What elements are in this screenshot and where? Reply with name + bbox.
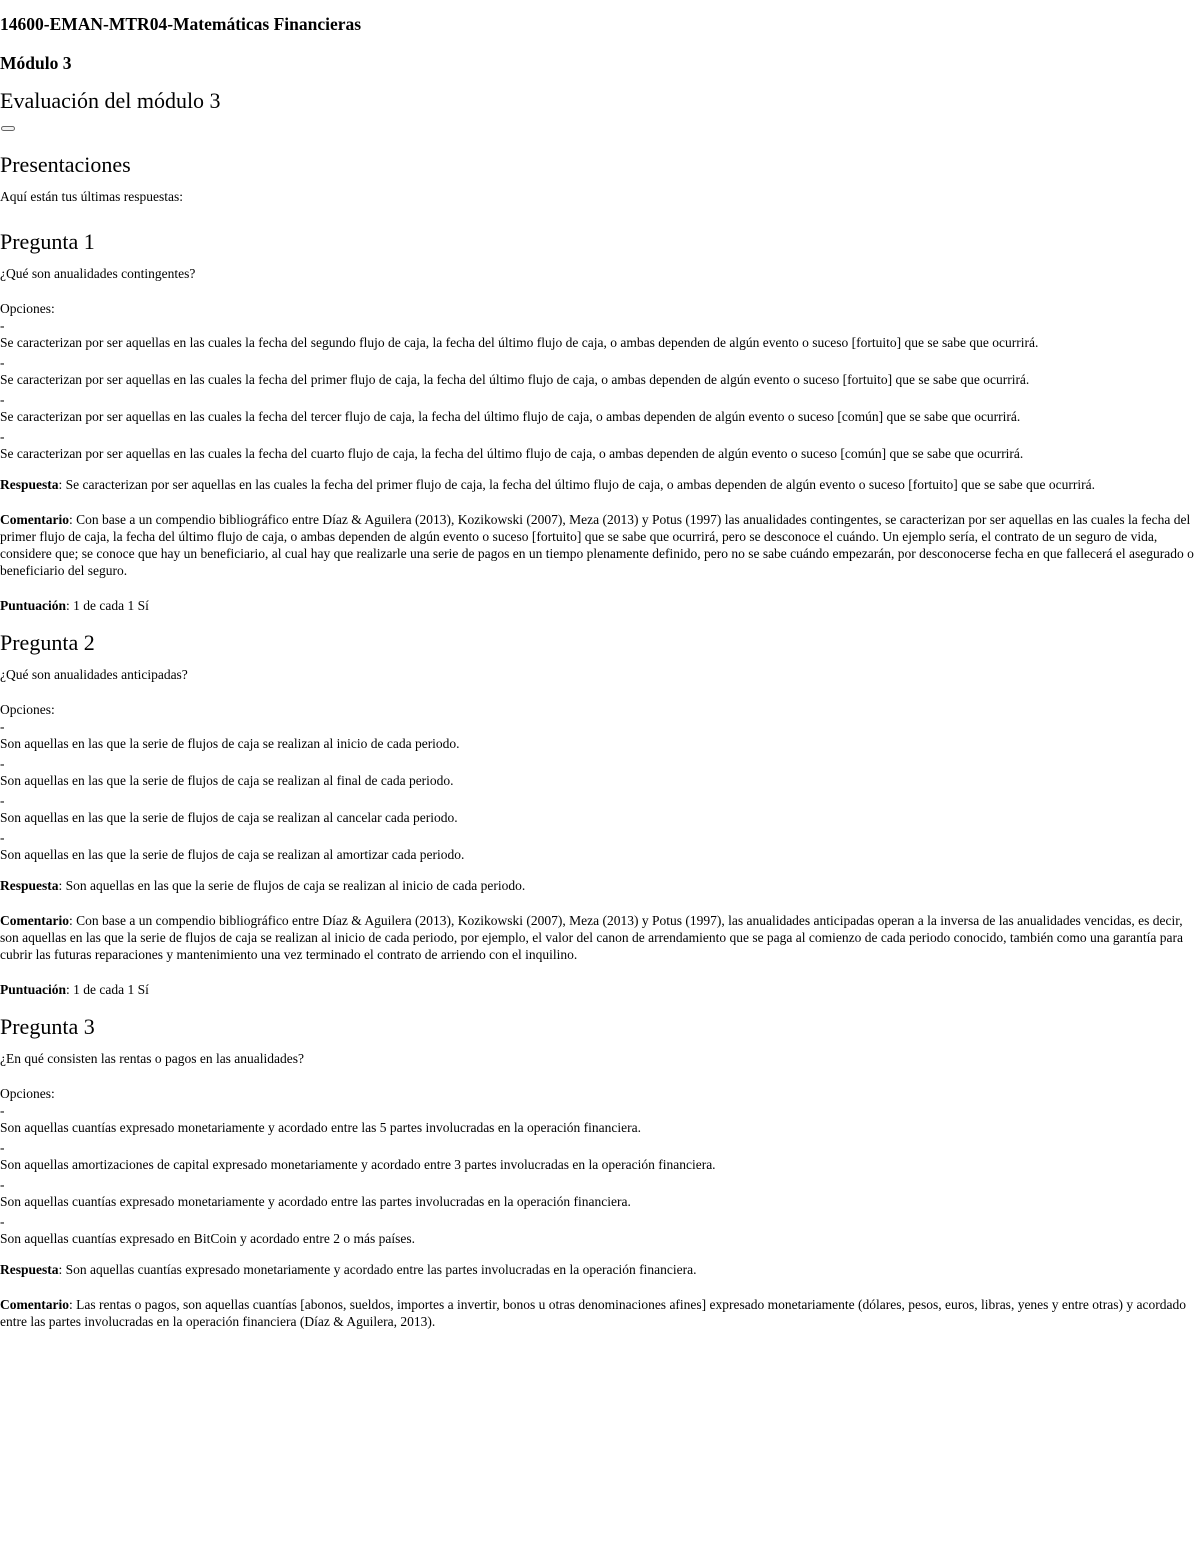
- comment: [0, 511, 1196, 579]
- section-title: Presentaciones: [0, 152, 131, 177]
- option-dash: -: [0, 1177, 5, 1192]
- option-dash: -: [0, 1214, 5, 1229]
- option-item: [0, 755, 1196, 789]
- score-text: : 1 de cada 1 Sí: [66, 982, 149, 997]
- comment-label: Comentario: [0, 512, 69, 527]
- question-title: Pregunta 2: [0, 630, 95, 655]
- option-dash: -: [0, 318, 5, 333]
- options-label: Opciones:: [0, 1086, 55, 1101]
- option-dash: -: [0, 1140, 5, 1155]
- answer-text: : Se caracterizan por ser aquellas en las cuales la fecha del primer flujo de caja, la fecha del último flujo de caja, o ambas dependen de algún evento o suceso [fortuito] que se sabe que ocurrirá.: [58, 477, 1095, 492]
- option-item: [0, 317, 1196, 351]
- answer-text: : Son aquellas cuantías expresado monetariamente y acordado entre las partes involucradas en la operación financiera.: [58, 1262, 697, 1277]
- answer-label: Respuesta: [0, 1262, 59, 1277]
- score-text: : 1 de cada 1 Sí: [66, 598, 149, 613]
- module-title: Módulo 3: [0, 53, 72, 73]
- score: [0, 597, 1196, 614]
- option-text: Son aquellas cuantías expresado monetariamente y acordado entre las partes involucradas en la operación financiera.: [0, 1194, 631, 1209]
- option-dash: -: [0, 355, 5, 370]
- option-dash: -: [0, 392, 5, 407]
- answer: [0, 476, 1196, 493]
- comment-text: : Las rentas o pagos, son aquellas cuantías [abonos, sueldos, importes a invertir, bonos u otras denominaciones afines] expresado monetariamente (dólares, pesos, euros, libras, yenes y entre otras) y acordado entre las partes involucradas en la operación financiera (Díaz & Aguilera, 2013).: [0, 1297, 1186, 1329]
- option-item: [0, 792, 1196, 826]
- option-text: Son aquellas en las que la serie de flujos de caja se realizan al cancelar cada periodo.: [0, 810, 458, 825]
- comment-label: Comentario: [0, 1297, 69, 1312]
- option-item: [0, 1213, 1196, 1247]
- answer: [0, 1261, 1196, 1278]
- question-2: [0, 628, 1196, 998]
- answer-text: : Son aquellas en las que la serie de flujos de caja se realizan al inicio de cada periodo.: [58, 878, 526, 893]
- option-text: Se caracterizan por ser aquellas en las cuales la fecha del primer flujo de caja, la fecha del último flujo de caja, o ambas dependen de algún evento o suceso [fortuito] que se sabe que ocurrirá.: [0, 372, 1030, 387]
- options-label: Opciones:: [0, 301, 55, 316]
- option-dash: -: [0, 1103, 5, 1118]
- options-label: Opciones:: [0, 702, 55, 717]
- option-dash: -: [0, 830, 5, 845]
- question-text: ¿En qué consisten las rentas o pagos en las anualidades?: [0, 1051, 305, 1066]
- option-text: Se caracterizan por ser aquellas en las cuales la fecha del tercer flujo de caja, la fecha del último flujo de caja, o ambas dependen de algún evento o suceso [común] que se sabe que ocurrirá.: [0, 409, 1021, 424]
- option-text: Son aquellas en las que la serie de flujos de caja se realizan al final de cada periodo.: [0, 773, 454, 788]
- question-text: ¿Qué son anualidades contingentes?: [0, 266, 196, 281]
- answer: [0, 877, 1196, 894]
- option-text: Se caracterizan por ser aquellas en las cuales la fecha del cuarto flujo de caja, la fecha del último flujo de caja, o ambas dependen de algún evento o suceso [común] que se sabe que ocurrirá.: [0, 446, 1024, 461]
- evaluation-title: Evaluación del módulo 3: [0, 88, 221, 113]
- comment-text: : Con base a un compendio bibliográfico entre Díaz & Aguilera (2013), Kozikowski (2007), Meza (2013) y Potus (1997), las anualidades anticipadas operan a la inversa de las anualidades vencidas, es decir, son aquellas en las que la serie de flujos de caja se realizan al inicio de cada periodo, por ejemplo, el valor del canon de arrendamiento que se paga al comienzo de cada periodo conocido, también como una garantía para cubrir las futuras reparaciones y mantenimiento una vez terminado el contrato de arriendo con el inquilino.: [0, 913, 1184, 962]
- option-item: [0, 829, 1196, 863]
- comment: [0, 912, 1196, 963]
- answer-label: Respuesta: [0, 477, 59, 492]
- option-item: [0, 1102, 1196, 1136]
- collapse-toggle-button[interactable]: [1, 126, 15, 131]
- option-item: [0, 354, 1196, 388]
- option-text: Son aquellas amortizaciones de capital expresado monetariamente y acordado entre 3 partes involucradas en la operación financiera.: [0, 1157, 716, 1172]
- option-item: [0, 1139, 1196, 1173]
- option-dash: -: [0, 719, 5, 734]
- question-title: Pregunta 1: [0, 229, 95, 254]
- option-text: Son aquellas cuantías expresado monetariamente y acordado entre las 5 partes involucradas en la operación financiera.: [0, 1120, 641, 1135]
- question-title: Pregunta 3: [0, 1014, 95, 1039]
- score-label: Puntuación: [0, 598, 67, 613]
- question-3: [0, 1012, 1196, 1330]
- option-dash: -: [0, 756, 5, 771]
- comment: [0, 1296, 1196, 1330]
- option-text: Son aquellas cuantías expresado en BitCoin y acordado entre 2 o más países.: [0, 1231, 416, 1246]
- option-dash: -: [0, 793, 5, 808]
- comment-text: : Con base a un compendio bibliográfico entre Díaz & Aguilera (2013), Kozikowski (2007), Meza (2013) y Potus (1997) las anualidades contingentes, se caracterizan por ser aquellas en las cuales la fecha del primer flujo de caja, la fecha del último flujo de caja, o ambas dependen de algún evento o suceso [fortuito] que se sabe que ocurrirá, pero se desconoce el cuándo. Un ejemplo sería, el contrato de un seguro de vida, considere que; se conoce que hay un beneficiario, al cual hay que realizarle una serie de pagos en un tiempo plenamente definido, pero no se sabe cuándo empezarán, por desconocerse fecha en que fallecerá el asegurado o beneficiario del seguro.: [0, 512, 1194, 578]
- question-1: [0, 227, 1196, 614]
- score: [0, 981, 1196, 998]
- option-text: Son aquellas en las que la serie de flujos de caja se realizan al amortizar cada periodo.: [0, 847, 465, 862]
- course-title: 14600-EMAN-MTR04-Matemáticas Financieras: [0, 14, 362, 34]
- answer-label: Respuesta: [0, 878, 59, 893]
- option-item: [0, 391, 1196, 425]
- option-text: Se caracterizan por ser aquellas en las cuales la fecha del segundo flujo de caja, la fecha del último flujo de caja, o ambas dependen de algún evento o suceso [fortuito] que se sabe que ocurrirá.: [0, 335, 1039, 350]
- option-text: Son aquellas en las que la serie de flujos de caja se realizan al inicio de cada periodo.: [0, 736, 460, 751]
- option-item: [0, 718, 1196, 752]
- intro-text: Aquí están tus últimas respuestas:: [0, 189, 183, 204]
- comment-label: Comentario: [0, 913, 69, 928]
- option-dash: -: [0, 429, 5, 444]
- question-text: ¿Qué son anualidades anticipadas?: [0, 667, 188, 682]
- option-item: [0, 1176, 1196, 1210]
- score-label: Puntuación: [0, 982, 67, 997]
- option-item: [0, 428, 1196, 462]
